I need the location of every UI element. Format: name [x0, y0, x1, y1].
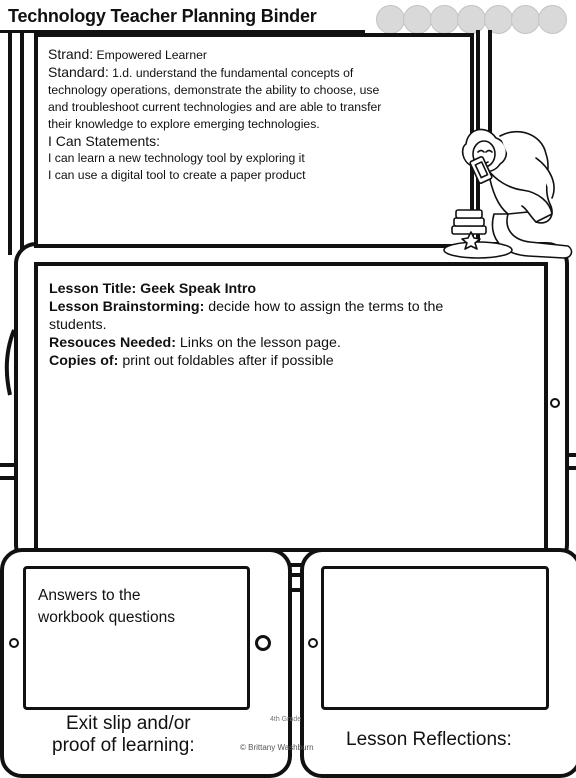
i-can-label: I Can Statements: — [48, 133, 161, 149]
brainstorm-value: decide how to assign the terms to the — [208, 299, 444, 315]
exit-slip-line: Answers to the — [38, 587, 141, 604]
exit-slip-label — [52, 713, 195, 757]
resources-label: Resouces Needed: — [49, 335, 176, 351]
copies-label: Copies of: — [49, 353, 119, 369]
copies-value: print out foldables after if possible — [122, 353, 334, 369]
page-title: Technology Teacher Planning Binder — [8, 6, 317, 26]
standard-value-line: their knowledge to explore emerging technologies. — [48, 117, 320, 131]
copyright-note: © Brittany Washburn — [240, 743, 314, 752]
reflections-screen — [321, 566, 549, 710]
standard-label: Standard: — [48, 64, 109, 80]
camera-icon — [550, 398, 560, 408]
resources-value: Links on the lesson page. — [179, 335, 341, 351]
standard-value-line: and troubleshoot current technologies and are able to transfer — [48, 100, 382, 114]
exit-slip-line: workbook questions — [38, 609, 175, 626]
grade-note: 4th Grade — [270, 716, 302, 723]
reflections-label: Lesson Reflections: — [346, 729, 512, 750]
standard-value-line: technology operations, demonstrate the ability to choose, use — [48, 83, 380, 97]
brainstorm-value-continued: students. — [49, 317, 107, 333]
standard-value-line: 1.d. understand the fundamental concepts of — [112, 66, 354, 80]
camera-icon — [308, 638, 318, 648]
brainstorm-label: Lesson Brainstorming: — [49, 299, 205, 315]
camera-icon — [9, 638, 19, 648]
exit-slip-label-line: Exit slip and/or — [66, 713, 191, 734]
standards-text — [48, 46, 473, 184]
i-can-statement: I can use a digital tool to create a paper product — [48, 168, 306, 182]
exit-slip-label-line: proof of learning: — [52, 735, 195, 756]
exit-slip-content — [38, 585, 175, 629]
strand-value: Empowered Learner — [96, 48, 207, 62]
lesson-details — [49, 280, 529, 370]
strand-label: Strand: — [48, 46, 94, 62]
girl-with-tablet-illustration — [438, 118, 576, 268]
home-button-icon — [255, 635, 271, 651]
i-can-statement: I can learn a new technology tool by exploring it — [48, 151, 305, 165]
lesson-title: Lesson Title: Geek Speak Intro — [49, 281, 257, 297]
